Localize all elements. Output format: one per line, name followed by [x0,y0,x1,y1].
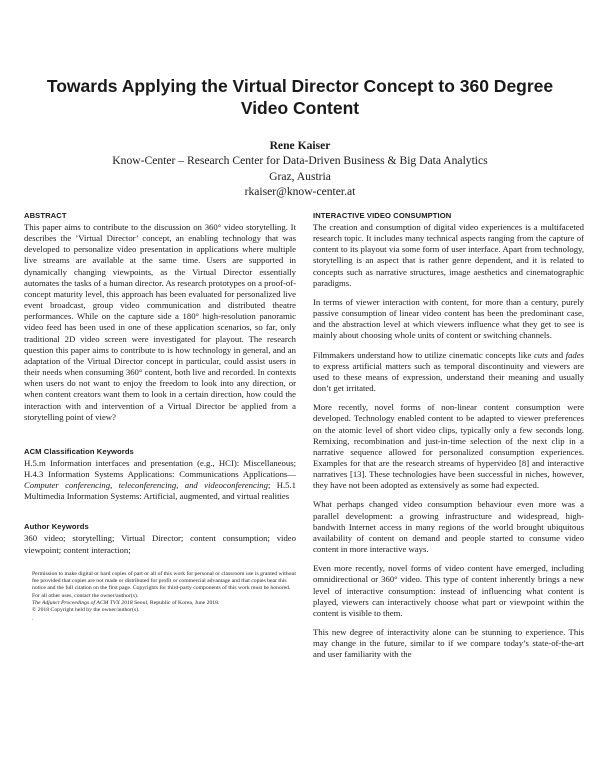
paragraph-3-b: and [547,349,566,360]
term-cuts: cuts [533,349,548,360]
classification-text [24,458,296,503]
permission-block [24,571,296,624]
classification-section [24,447,296,503]
author-email[interactable]: rkaiser@know-center.at [244,185,356,199]
author-location: Graz, Austria [269,169,331,183]
abstract-heading: ABSTRACT [24,211,67,220]
right-column [313,211,584,660]
abstract-text: This paper aims to contribute to the discussion on 360° video storytelling. It describes the ’Virtual Director’ concept, an enabling technology that was developed to personalize video presentation in applications where multiple live streams are available at the same time. Users are supported in dynamically changing viewpoints, as the Virtual Director essentially automates the tasks of a human director. As research prototypes on a proof-of-concept maturity level, this approach has been evaluated for personalized live event broadcast, group video communication and distributed theatre performances. While on the capture side a 180° high-resolution panoramic video feed has been used in one of these application scenarios, so far, only traditional 2D video screen were investigated for playout. The research question this paper aims to contribute to is how technology in general, and an adaptation of the Virtual Director concept in particular, could assist users in their needs when consuming 360° content, both live and recorded. In contexts when users do not want to enjoy the freedom to look into any direction, or when content creators want them to look in a certain direction, how could the interaction with and intervention of a Virtual Director be applied from a storytelling point of view? [24,222,296,422]
keywords-heading: Author Keywords [24,522,89,532]
paragraph-3 [313,350,584,395]
interactive-heading: INTERACTIVE VIDEO CONSUMPTION [313,211,452,220]
classification-text-before: H.5.m Information interfaces and presentation (e.g., HCI): Miscellaneous; H.4.3 Information Systems Applications: Communications Applications— [24,457,296,479]
paragraph-2: In terms of viewer interaction with content, for more than a century, purely passive consumption of linear video content has been the predominant case, and the abstraction level at which viewers influence what they get to see is mainly about choosing whole units of content or switching channels. [313,296,584,341]
venue-italic: The Adjunct Proceedings of ACM TVX 2018 [32,599,133,606]
permission-text: Permission to make digital or hard copies of part or all of this work for personal or classroom use is granted without fee provided that copies are not made or distributed for profit or commercial advantage and that copies bear this notice and the full citation on the first page. Copyrights for third-party components of this work must be honored. For all other uses, contact the owner/author(s). [32,570,296,599]
classification-text-italic: Computer conferencing, teleconferencing, and videoconferencing [24,480,268,491]
keywords-section [24,522,296,555]
copyright-line: © 2018 Copyright held by the owner/author(s). [32,607,140,614]
classification-text-after: ; H.5.1 Multimedia Information Systems: Artificial, augmented, and virtual realities [24,480,296,502]
term-fades: fades [565,349,584,360]
trailing-mark: . [32,616,34,622]
classification-heading: ACM Classification Keywords [24,446,134,456]
paragraph-6: Even more recently, novel forms of video content have emerged, including omnidirectional or 360° video. This type of content inherently brings a new level of interactive consumption: instead of influencing what content is played, viewers can interactively choose what part or viewpoint within the content is visible to them. [313,563,584,618]
left-column [24,211,296,624]
keywords-text: 360 video; storytelling; Virtual Director; content consumption; video viewpoint; content interaction; [24,533,296,555]
paragraph-3-c: to express artificial matters such as temporal discontinuity and viewers are used to these means of expression, understand their meaning and usually don’t get irritated. [313,360,584,394]
author-affiliation: Know-Center – Research Center for Data-Driven Business & Big Data Analytics [112,154,488,168]
abstract-section [24,211,296,423]
paragraph-4: More recently, novel forms of non-linear content consumption were developed. Technology enabled content to be adapted to viewer preferences on the atomic level of short video clips, typically only a few seconds long. Remixing, recombination and just-in-time selection of the next clip in a narrative sequence allowed for personalized consumption experiences. Examples for that are the research streams of hypervideo [8] and interactive narratives [13]. These technologies have been successful in niches, however, they have not been adopted as extensively as some had expected. [313,402,584,491]
author-block [40,138,560,200]
author-name: Rene Kaiser [269,139,331,152]
paper-title: Towards Applying the Virtual Director Concept to 360 Degree Video Content [46,76,554,118]
paragraph-5: What perhaps changed video consumption behaviour even more was a parallel development: a growing infrastructure and widespread, high-bandwith Internet access in many regions of the world brought ubiquitous availability of content on demand and people started to consume video content in more interactive ways. [313,499,584,555]
paragraph-1: The creation and consumption of digital video experiences is a multifaceted research topic. It includes many technical aspects ranging from the capture of content to its playout via some form of user interface. Apart from technology, storytelling is an aspect that is rather genre dependent, and it is related to concepts such as narrative structures, image aesthetics and cinematographic paradigms. [313,222,584,288]
paragraph-7: This new degree of interactivity alone can be stunning to experience. This may change in the future, similar to if we compare today’s state-of-the-art and user familiarity with the [313,627,584,660]
venue-rest: Seoul, Republic of Korea, June 2018. [132,599,220,606]
paragraph-3-a: Filmmakers understand how to utilize cinematic concepts like [313,349,534,360]
